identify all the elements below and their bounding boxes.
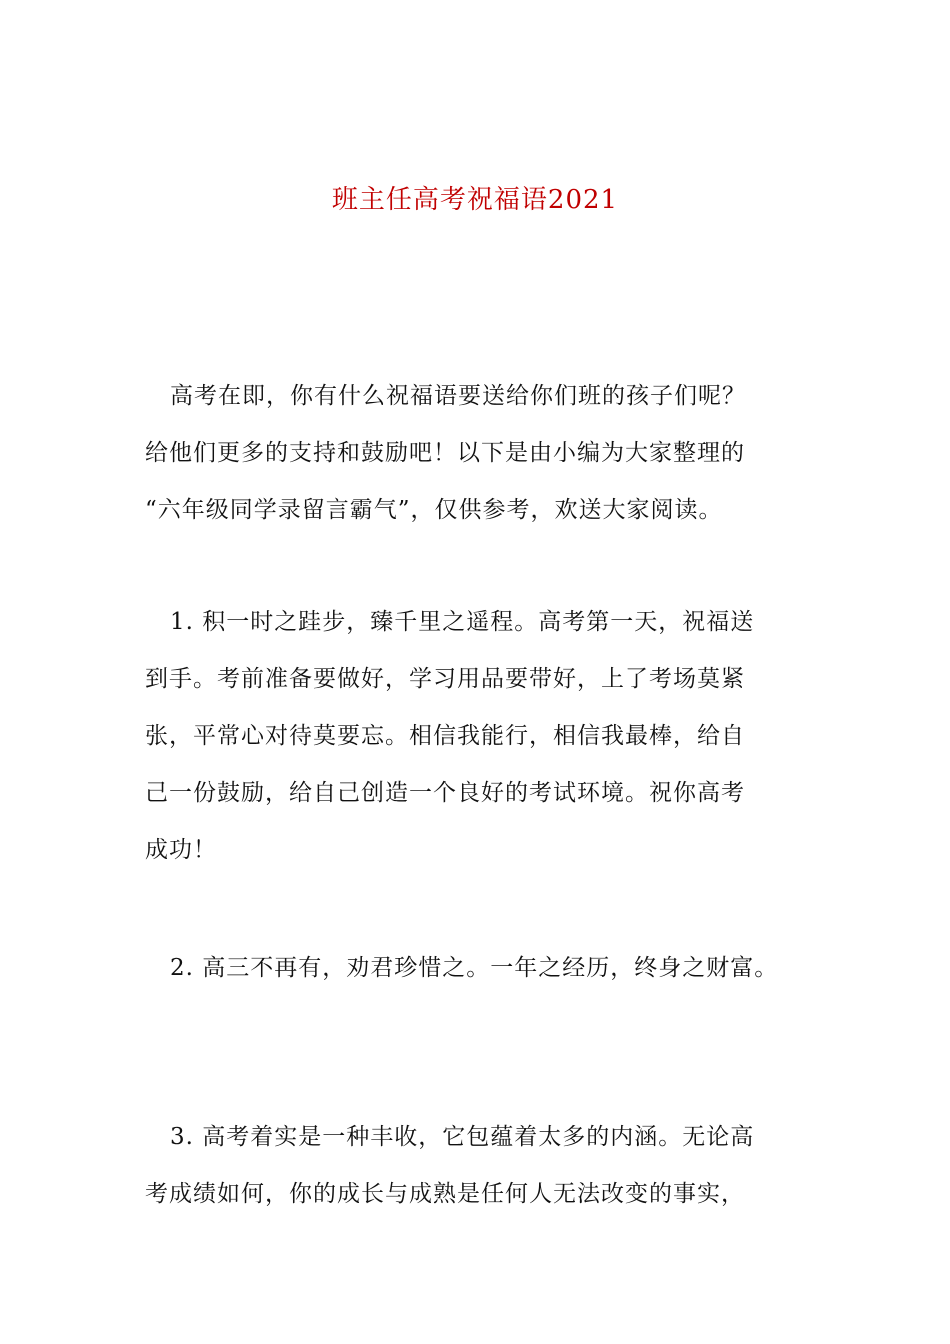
paragraph-line: 考成绩如何，你的成长与成熟是任何人无法改变的事实， <box>145 1181 745 1207</box>
paragraph-line: 高考在即，你有什么祝福语要送给你们班的孩子们呢？ <box>170 383 746 409</box>
paragraph-line: 到手。考前准备要做好，学习用品要带好，上了考场莫紧 <box>145 666 745 692</box>
paragraph-item-2 <box>145 940 825 997</box>
document-title: 班主任高考祝福语2021 <box>331 185 619 215</box>
paragraph-line: 2. 高三不再有，劝君珍惜之。一年之经历，终身之财富。 <box>170 955 779 981</box>
paragraph-line: 1. 积一时之跬步，臻千里之遥程。高考第一天，祝福送 <box>170 609 755 635</box>
paragraph-intro <box>145 368 825 539</box>
paragraph-item-3 <box>145 1109 825 1223</box>
paragraph-line: 己一份鼓励，给自己创造一个良好的考试环境。祝你高考 <box>145 780 745 806</box>
paragraph-line: “六年级同学录留言霸气”，仅供参考，欢送大家阅读。 <box>145 497 723 523</box>
paragraph-line: 给他们更多的支持和鼓励吧！以下是由小编为大家整理的 <box>145 440 745 466</box>
paragraph-item-1 <box>145 594 825 879</box>
paragraph-line: 张，平常心对待莫要忘。相信我能行，相信我最棒，给自 <box>145 723 745 749</box>
paragraph-line: 成功！ <box>145 837 217 863</box>
paragraph-line: 3. 高考着实是一种丰收，它包蕴着太多的内涵。无论高 <box>170 1124 755 1150</box>
